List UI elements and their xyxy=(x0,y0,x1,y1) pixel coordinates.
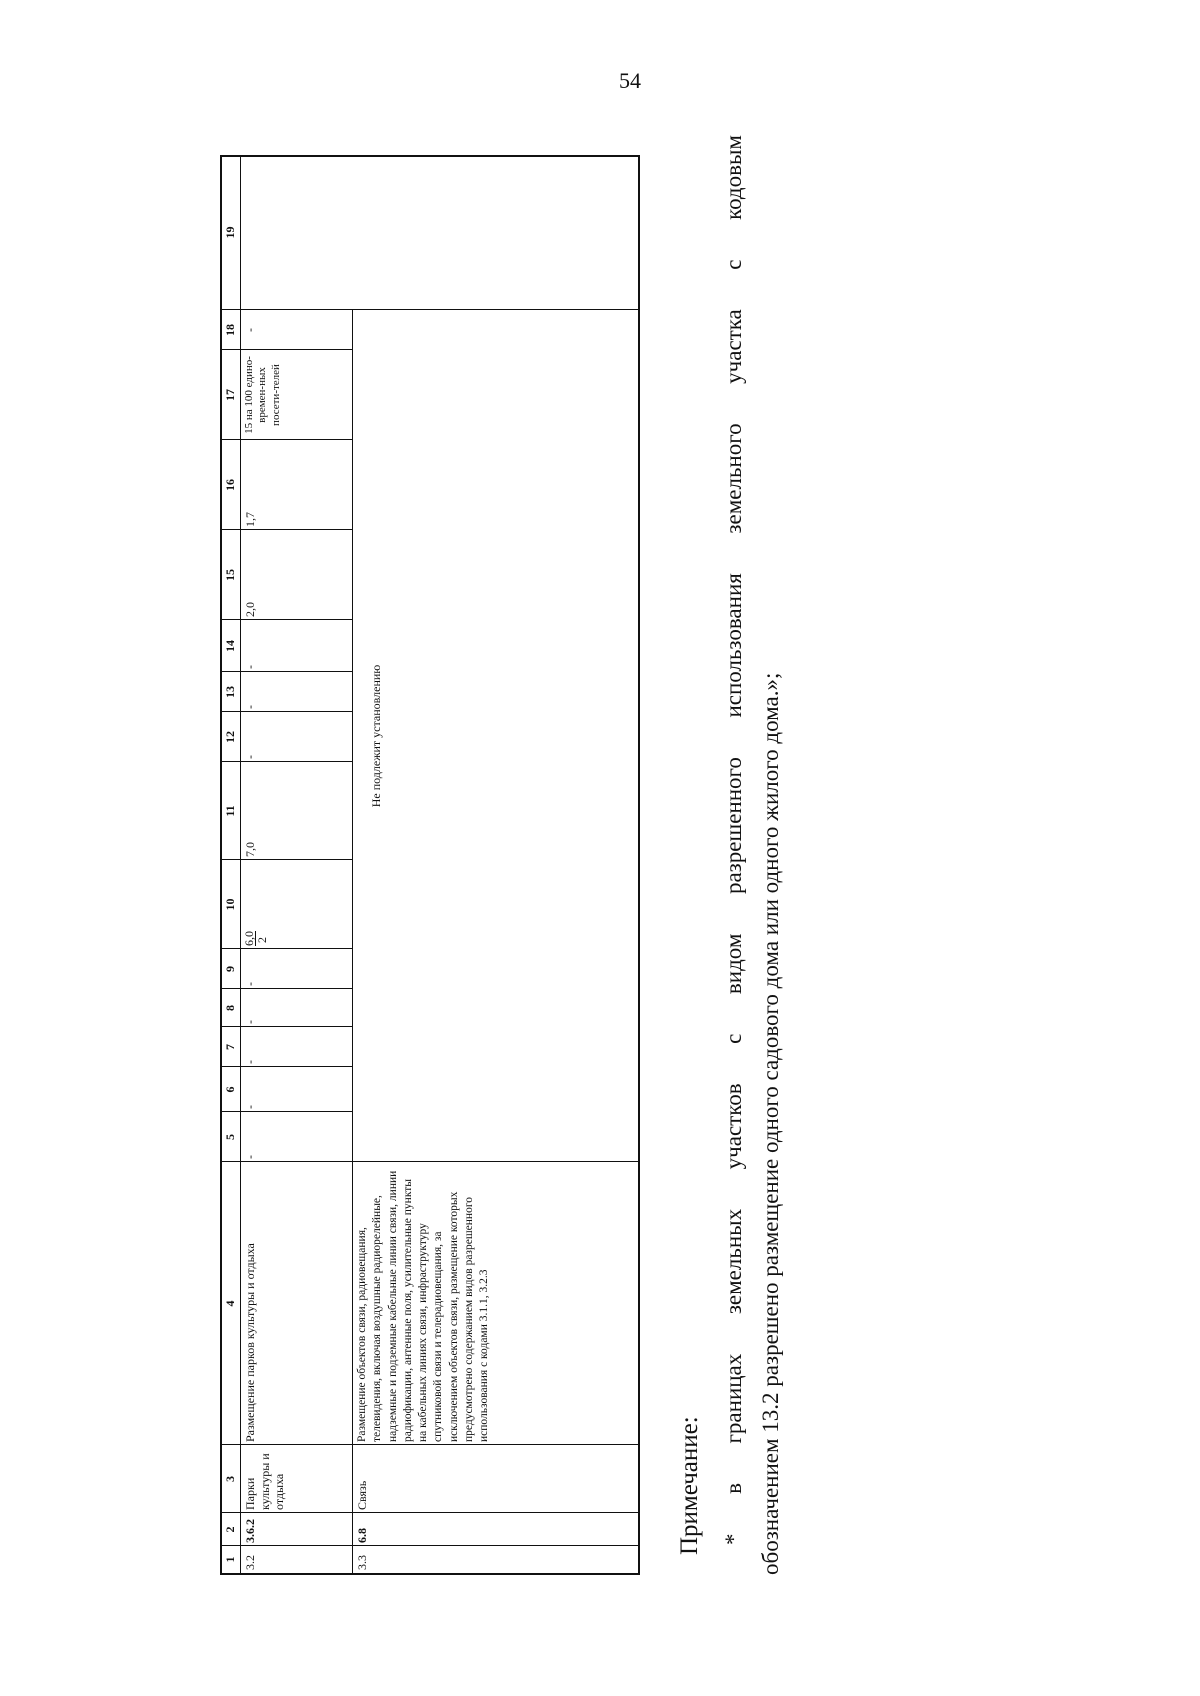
header-col-4: 4 xyxy=(223,1300,237,1307)
row1-number: 3.2 xyxy=(243,1555,257,1570)
header-col-3: 3 xyxy=(223,1476,237,1482)
header-col-8: 8 xyxy=(223,1005,237,1011)
row1-col10 xyxy=(241,860,352,949)
note-line-2: обозначением 13.2 разрешено размещение одного садового дома или одного жилого дома.»; xyxy=(757,672,783,1575)
not-established-text: Не подлежит установлению xyxy=(369,664,383,808)
header-col-19: 19 xyxy=(223,226,237,239)
row1-col6: - xyxy=(243,1105,257,1109)
row1-use-name: Парки культуры и отдыха xyxy=(243,1453,287,1510)
row1-col15: 2,0 xyxy=(243,602,257,617)
row1-col12: - xyxy=(243,755,257,759)
header-col-17: 17 xyxy=(223,389,237,401)
regulations-table xyxy=(220,155,640,1575)
header-col-10: 10 xyxy=(223,898,237,911)
header-col-1: 1 xyxy=(223,1556,237,1563)
rotated-page-content xyxy=(220,135,945,1575)
row1-col11: 7,0 xyxy=(243,842,257,857)
row2-number: 3.3 xyxy=(355,1555,369,1570)
header-col-6: 6 xyxy=(223,1086,237,1093)
row1-col5: - xyxy=(243,1155,257,1159)
header-col-16: 16 xyxy=(223,479,237,491)
header-col-9: 9 xyxy=(223,966,237,972)
row2-merged-not-established xyxy=(353,310,640,1162)
row1-col8: - xyxy=(243,1020,257,1024)
header-col-12: 12 xyxy=(223,731,237,743)
header-col-2: 2 xyxy=(223,1526,237,1533)
header-col-13: 13 xyxy=(223,686,237,698)
header-col-11: 11 xyxy=(223,805,237,817)
header-col-5: 5 xyxy=(223,1134,237,1140)
row1-col16: 1,7 xyxy=(243,512,257,527)
row1-col10-denominator: 2 xyxy=(255,937,269,943)
note-line-1: * в границах земельных участков с видом разрешенного использования земельного участка с кодовым xyxy=(721,135,746,1545)
notes-section xyxy=(670,135,790,1575)
col19-merged xyxy=(241,155,640,310)
row1-col14: - xyxy=(243,665,257,669)
row1-col10-numerator: 6,0 xyxy=(242,931,256,946)
header-col-14: 14 xyxy=(223,640,237,652)
row1-col13: - xyxy=(243,705,257,709)
row2-use-name: Связь xyxy=(355,1480,369,1510)
row1-description: Размещение парков культуры и отдыха xyxy=(243,1243,257,1442)
row2-code: 6.8 xyxy=(355,1528,369,1543)
page-number: 54 xyxy=(619,68,641,93)
header-col-18: 18 xyxy=(223,324,237,336)
row2-description: Размещение объектов связи, радиовещания, телевидения, включая воздушные радиорелейные, надземные и подземные кабельные линии связи, линии радиофикации, антенные поля, усилительные пункты на кабельных линиях связи, инфраструктуру спутниковой связи и телерадиовещания, за исключением объектов связи, размещение которых предусмотрено содержанием видов разрешенного использования с кодами 3.1.1, 3.2.3 xyxy=(356,1170,491,1442)
header-col-7: 7 xyxy=(223,1044,237,1050)
row1-col17: 15 на 100 едино-времен-ных посети-телей xyxy=(243,356,282,434)
row1-col18: - xyxy=(243,328,257,332)
header-col-15: 15 xyxy=(223,569,237,581)
row1-col7: - xyxy=(243,1060,257,1064)
row1-col9: - xyxy=(243,982,257,986)
row1-code: 3.6.2 xyxy=(243,1519,257,1543)
note-title: Примечание: xyxy=(676,1416,703,1555)
